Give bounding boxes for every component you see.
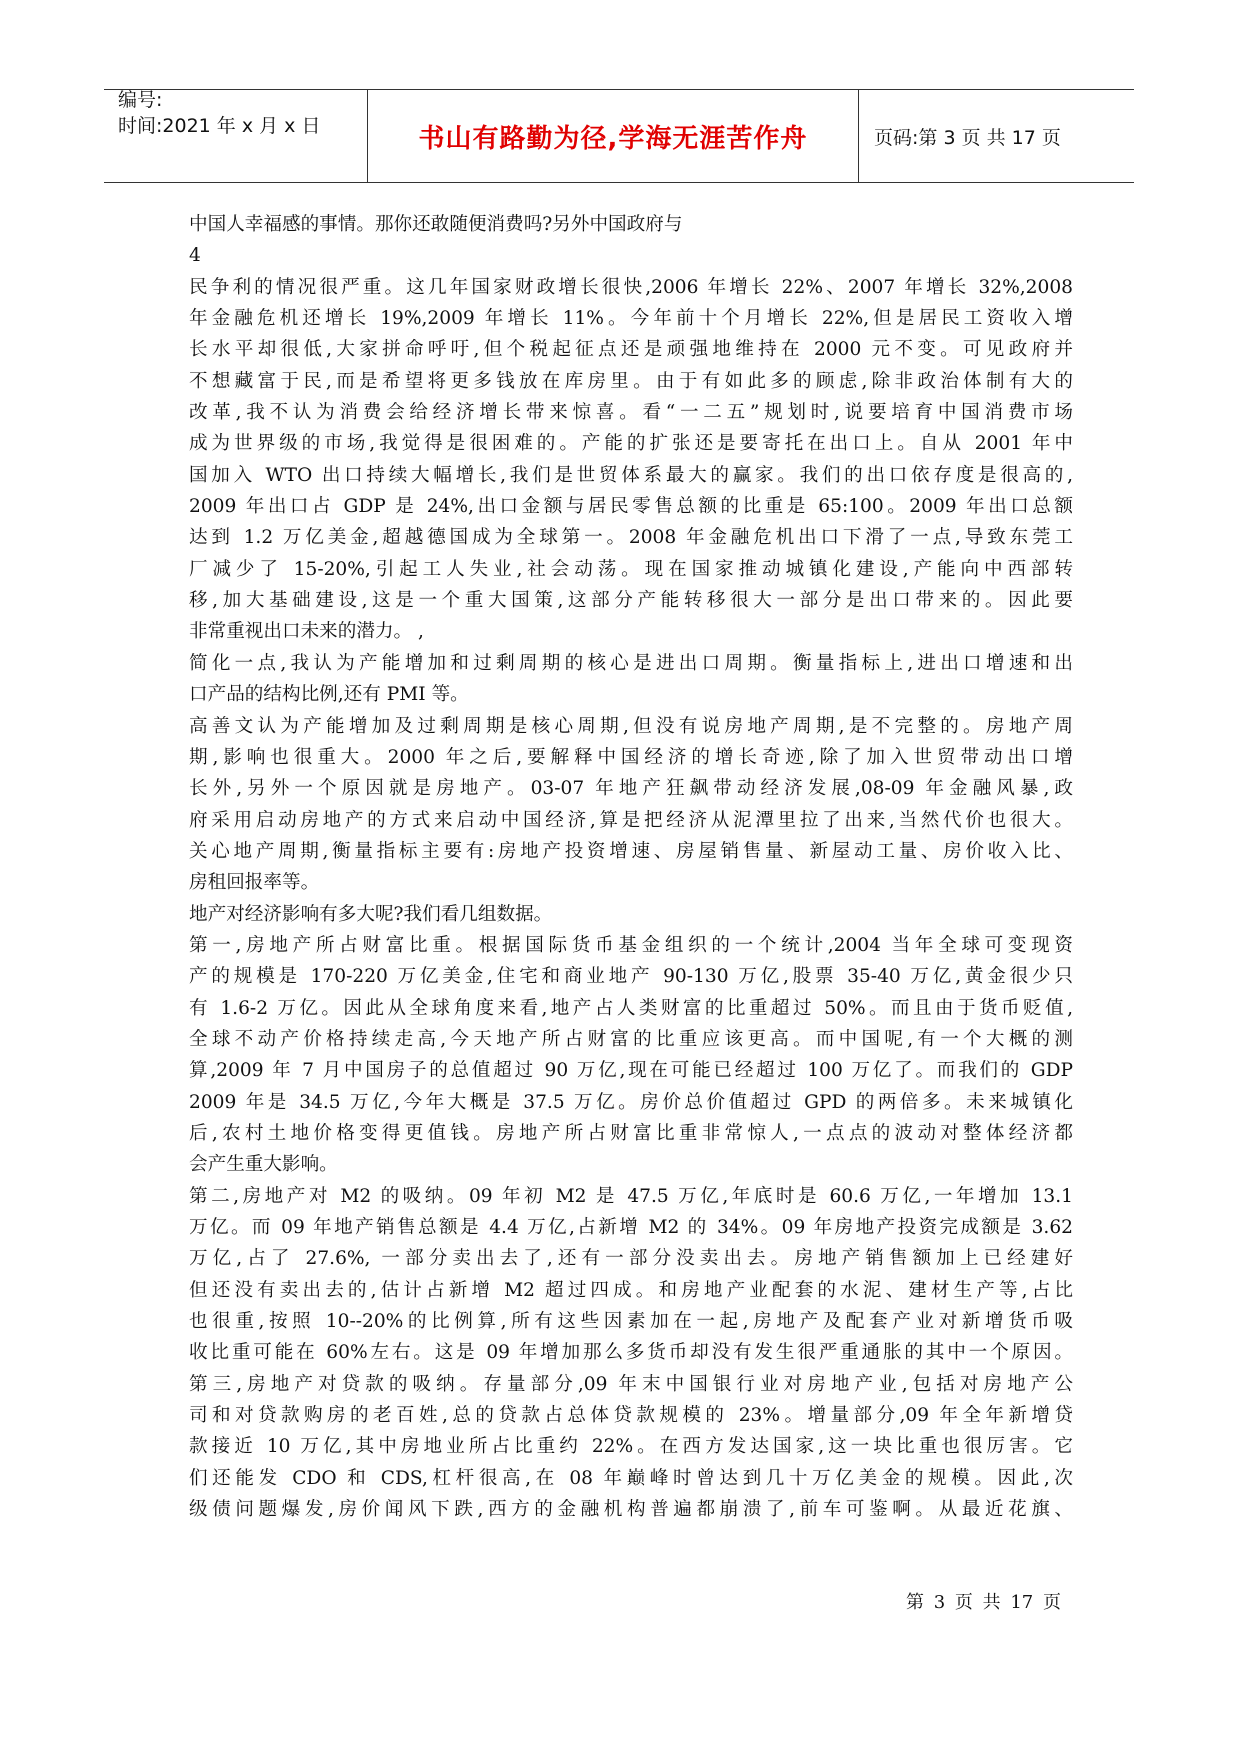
body-text-line: 们还能发 CDO 和 CDS,杠杆很高,在 08 年巅峰时曾达到几十万亿美金的规模。因此,次 — [189, 1467, 1073, 1489]
body-text-line: 2009 年是 34.5 万亿,今年大概是 37.5 万亿。房价总价值超过 GPD 的两倍多。未来城镇化 — [189, 1091, 1073, 1113]
body-text-line: 民争利的情况很严重。这几年国家财政增长很快,2006 年增长 22%、2007 年增长 32%,2008 — [189, 276, 1073, 298]
body-text-line: 国加入 WTO 出口持续大幅增长,我们是世贸体系最大的赢家。我们的出口依存度是很高的, — [189, 464, 1073, 486]
body-text-line: 中国人幸福感的事情。那你还敢随便消费吗?另外中国政府与 — [189, 214, 683, 235]
body-text-line: 地产对经济影响有多大呢?我们看几组数据。 — [189, 903, 553, 925]
body-text-line: 第二,房地产对 M2 的吸纳。09 年初 M2 是 47.5 万亿,年底时是 60.6 万亿,一年增加 13.1 — [189, 1185, 1073, 1207]
body-text-line: 全球不动产价格持续走高,今天地产所占财富的比重应该更高。而中国呢,有一个大概的测 — [189, 1028, 1073, 1050]
header-page-cell — [874, 90, 1134, 182]
body-text-line: 期,影响也很重大。2000 年之后,要解释中国经济的增长奇迹,除了加入世贸带动出口增 — [189, 746, 1073, 768]
body-text-line: 简化一点,我认为产能增加和过剩周期的核心是进出口周期。衡量指标上,进出口增速和出 — [189, 652, 1073, 674]
body-text-line: 成为世界级的市场,我觉得是很困难的。产能的扩张还是要寄托在出口上。自从 2001 年中 — [189, 433, 1073, 455]
body-text-line: 司和对贷款购房的老百姓,总的贷款占总体贷款规模的 23%。增量部分,09 年全年新增贷 — [189, 1405, 1073, 1427]
body-text-line: 移,加大基础建设,这是一个重大国策,这部分产能转移很大一部分是出口带来的。因此要 — [189, 590, 1073, 612]
body-text-line: 也很重,按照 10--20%的比例算,所有这些因素加在一起,房地产及配套产业对新增货币吸 — [189, 1311, 1073, 1333]
header-divider-right — [858, 90, 859, 182]
body-text-line: 年金融危机还增长 19%,2009 年增长 11%。今年前十个月增长 22%,但是居民工资收入增 — [189, 308, 1073, 330]
body-text-line: 2009 年出口占 GDP 是 24%,出口金额与居民零售总额的比重是 65:100。2009 年出口总额 — [189, 496, 1073, 518]
body-text-line: 有 1.6-2 万亿。因此从全球角度来看,地产占人类财富的比重超过 50%。而且由于货币贬值, — [189, 997, 1073, 1019]
body-text-line: 第三,房地产对贷款的吸纳。存量部分,09 年末中国银行业对房地产业,包括对房地产公 — [189, 1373, 1073, 1395]
body-text-line: 4 — [189, 245, 201, 267]
header-meta — [118, 90, 358, 182]
body-text-line: 产的规模是 170-220 万亿美金,住宅和商业地产 90-130 万亿,股票 35-40 万亿,黄金很少只 — [189, 966, 1073, 988]
body-text-line: 款接近 10 万亿,其中房地业所占比重约 22%。在西方发达国家,这一块比重也很厉害。它 — [189, 1436, 1073, 1458]
page-footer: 第 3 页 共 17 页 — [906, 1592, 1061, 1613]
body-text-line: 级债问题爆发,房价闻风下跌,西方的金融机构普遍都崩溃了,前车可鉴啊。从最近花旗、 — [189, 1499, 1073, 1521]
body-text-line: 口产品的结构比例,还有 PMI 等。 — [189, 684, 469, 706]
body-text-line: 后,农村土地价格变得更值钱。房地产所占财富比重非常惊人,一点点的波动对整体经济都 — [189, 1122, 1073, 1144]
body-text-line: 万亿。而 09 年地产销售总额是 4.4 万亿,占新增 M2 的 34%。09 年房地产投资完成额是 3.62 — [189, 1217, 1073, 1238]
page-header — [104, 89, 1134, 183]
body-text-line: 算,2009 年 7 月中国房子的总值超过 90 万亿,现在可能已经超过 100 万亿了。而我们的 GDP — [189, 1060, 1073, 1082]
document-body — [189, 209, 1073, 1525]
body-text-line: 不想藏富于民,而是希望将更多钱放在库房里。由于有如此多的顾虑,除非政治体制有大的 — [189, 370, 1073, 392]
body-text-line: 非常重视出口未来的潜力。 , — [189, 621, 424, 643]
header-motto-cell — [368, 90, 858, 182]
body-text-line: 但还没有卖出去的,估计占新增 M2 超过四成。和房地产业配套的水泥、建材生产等,占比 — [189, 1279, 1073, 1301]
body-text-line: 收比重可能在 60%左右。这是 09 年增加那么多货币却没有发生很严重通胀的其中一个原因。 — [189, 1342, 1073, 1364]
body-text-line: 长外,另外一个原因就是房地产。03-07 年地产狂飙带动经济发展,08-09 年金融风暴,政 — [189, 778, 1073, 800]
body-text-line: 厂减少了 15-20%,引起工人失业,社会动荡。现在国家推动城镇化建设,产能向中西部转 — [189, 558, 1073, 580]
date-label: 时间:2021 年 x 月 x 日 — [118, 115, 321, 137]
header-page-number: 页码:第 3 页 共 17 页 — [874, 126, 1061, 149]
body-text-line: 长水平却很低,大家拼命呼吁,但个税起征点还是顽强地维持在 2000 元不变。可见政府并 — [189, 339, 1073, 361]
body-text-line: 万亿,占了 27.6%, 一部分卖出去了,还有一部分没卖出去。房地产销售额加上已经建好 — [189, 1248, 1073, 1270]
body-text-line: 达到 1.2 万亿美金,超越德国成为全球第一。2008 年金融危机出口下滑了一点,导致东莞工 — [189, 527, 1073, 549]
body-text-line: 第一,房地产所占财富比重。根据国际货币基金组织的一个统计,2004 当年全球可变现资 — [189, 934, 1073, 956]
header-motto: 书山有路勤为径,学海无涯苦作舟 — [418, 123, 808, 154]
body-text-line: 会产生重大影响。 — [189, 1154, 338, 1176]
body-text-line: 关心地产周期,衡量指标主要有:房地产投资增速、房屋销售量、新屋动工量、房价收入比、 — [189, 840, 1073, 862]
body-text-line: 府采用启动房地产的方式来启动中国经济,算是把经济从泥潭里拉了出来,当然代价也很大。 — [189, 809, 1073, 831]
body-text-line: 房租回报率等。 — [189, 872, 320, 894]
body-text-line: 改革,我不认为消费会给经济增长带来惊喜。看“一二五”规划时,说要培育中国消费市场 — [189, 402, 1073, 424]
body-text-line: 高善文认为产能增加及过剩周期是核心周期,但没有说房地产周期,是不完整的。房地产周 — [189, 715, 1073, 737]
serial-number-label: 编号: — [118, 89, 163, 111]
